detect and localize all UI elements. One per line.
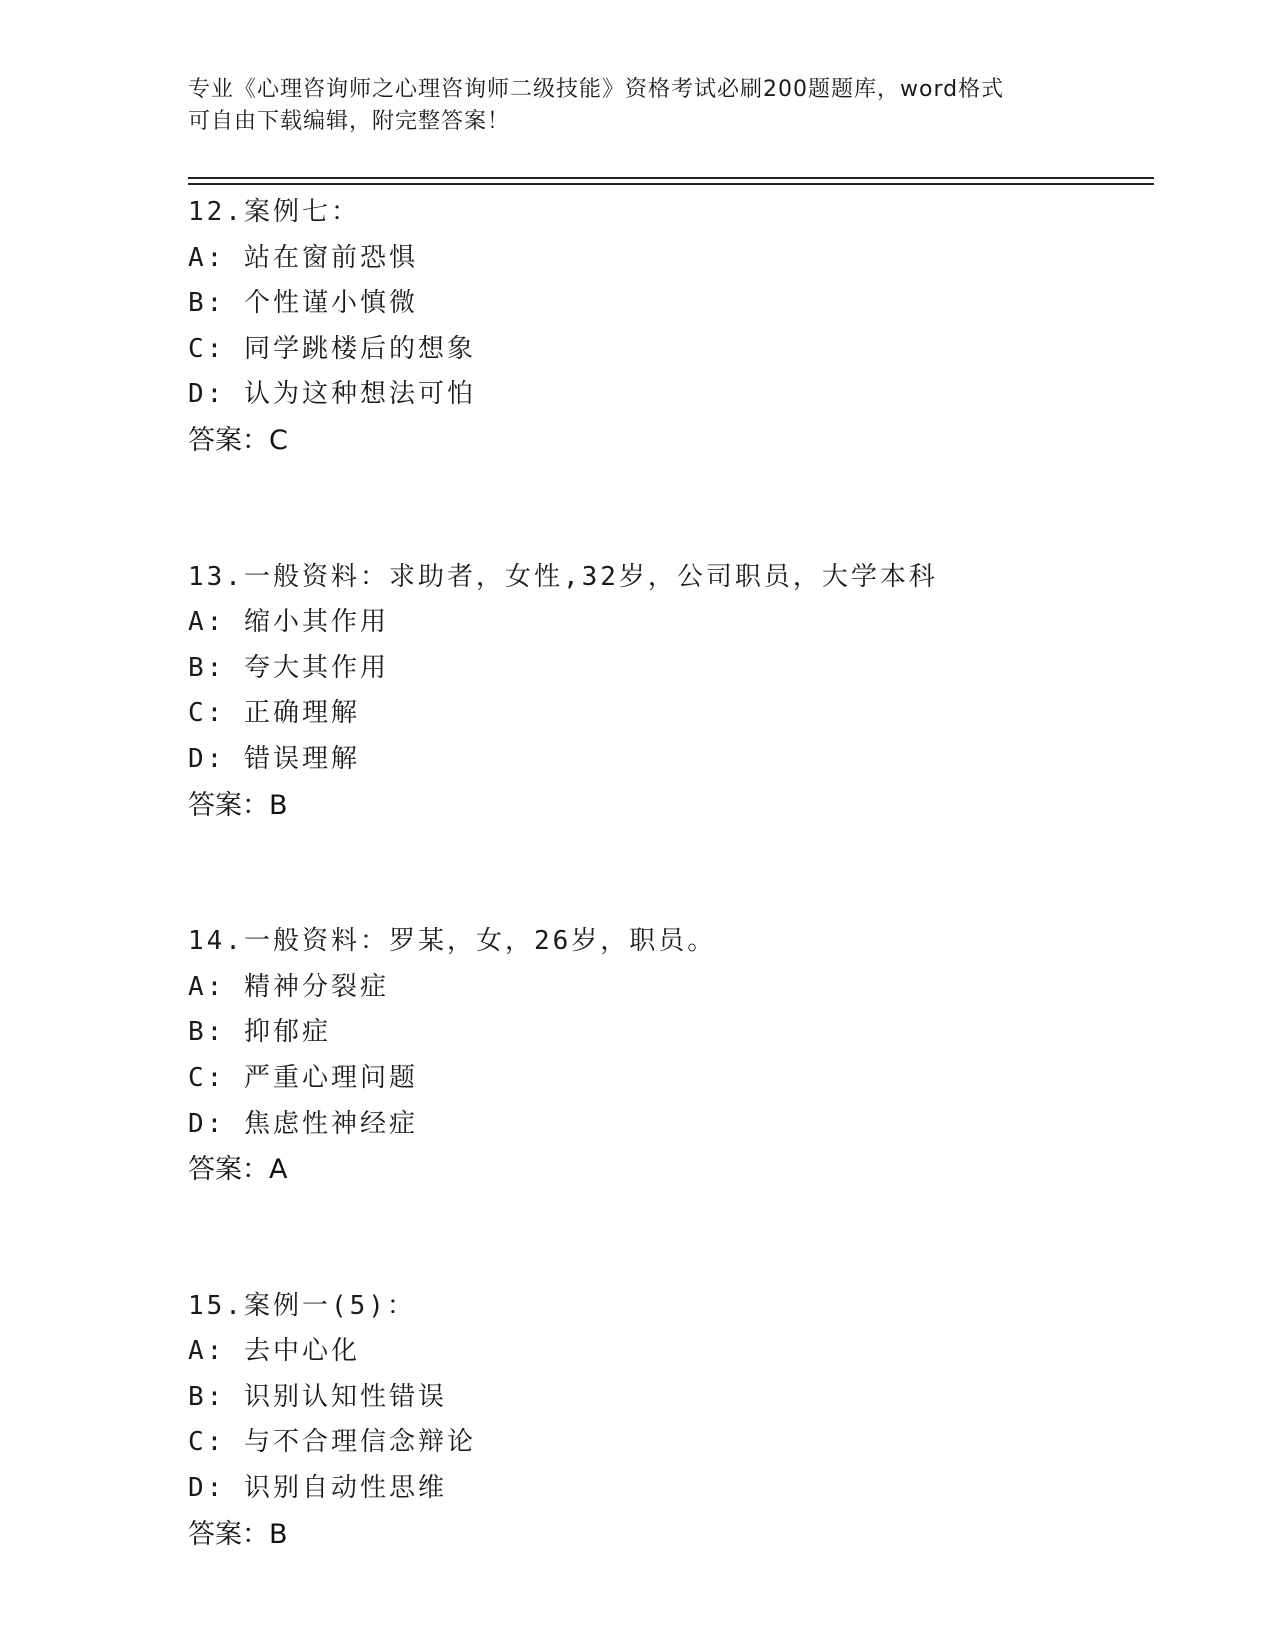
- question-gap: [188, 828, 1148, 919]
- header-line-1: 专业《心理咨询师之心理咨询师二级技能》资格考试必刷200题题库，word格式: [188, 77, 1005, 102]
- document-header: [188, 74, 1068, 138]
- question-list: [188, 190, 1148, 1557]
- option-b: B: 识别认知性错误: [188, 1381, 447, 1412]
- option-d: D: 焦虑性神经症: [188, 1108, 418, 1139]
- header-divider-top: [188, 177, 1154, 179]
- option-b: B: 夸大其作用: [188, 652, 389, 683]
- option-a: A: 精神分裂症: [188, 971, 389, 1002]
- option-b: B: 抑郁症: [188, 1017, 331, 1048]
- option-b: B: 个性谨小慎微: [188, 288, 418, 319]
- answer-label: 答案：B: [188, 789, 288, 821]
- question-gap: [188, 464, 1148, 555]
- option-d: D: 错误理解: [188, 743, 360, 774]
- question-stem: 15.案例一(5)：: [188, 1290, 416, 1321]
- question-stem: 12.案例七：: [188, 197, 360, 227]
- question-12: [188, 190, 1148, 464]
- answer-label: 答案：B: [188, 1518, 288, 1550]
- option-c: C: 同学跳楼后的想象: [188, 333, 476, 364]
- answer-label: 答案：A: [188, 1154, 288, 1186]
- question-stem: 13.一般资料：求助者，女性,32岁，公司职员，大学本科: [188, 561, 938, 592]
- question-13: [188, 555, 1148, 829]
- option-c: C: 与不合理信念辩论: [188, 1427, 476, 1458]
- question-gap: [188, 1193, 1148, 1284]
- question-stem: 14.一般资料：罗某，女，26岁，职员。: [188, 926, 717, 957]
- answer-label: 答案：C: [188, 424, 288, 456]
- option-a: A: 去中心化: [188, 1336, 360, 1367]
- option-c: C: 正确理解: [188, 698, 360, 729]
- option-a: A: 站在窗前恐惧: [188, 242, 418, 273]
- option-d: D: 识别自动性思维: [188, 1473, 447, 1504]
- question-14: [188, 919, 1148, 1193]
- option-d: D: 认为这种想法可怕: [188, 379, 476, 410]
- option-a: A: 缩小其作用: [188, 607, 389, 638]
- option-c: C: 严重心理问题: [188, 1062, 418, 1093]
- header-line-2: 可自由下载编辑，附完整答案！: [188, 109, 511, 134]
- header-divider-bottom: [188, 183, 1154, 185]
- question-15: [188, 1284, 1148, 1558]
